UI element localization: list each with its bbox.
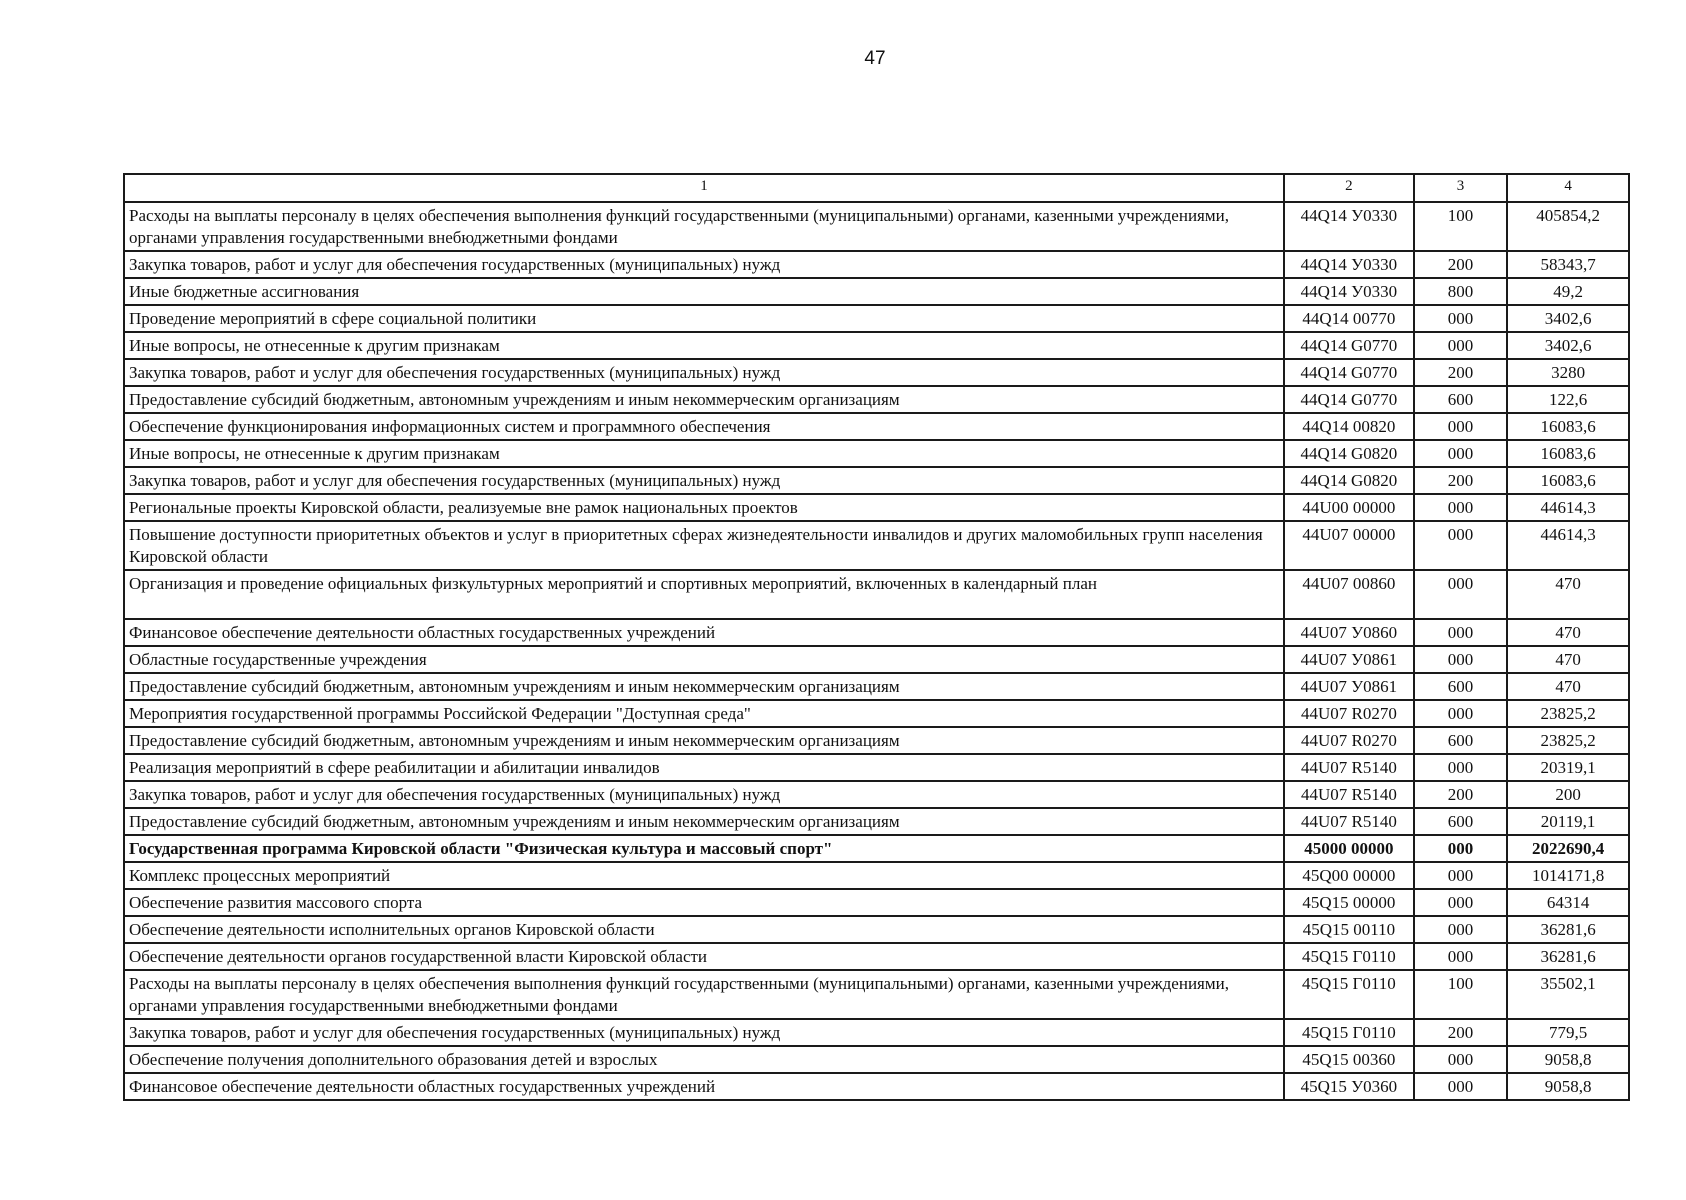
table-row [124,278,1629,305]
row-type-cell: 100 [1414,970,1507,1019]
row-code-cell: 44Q14 G0770 [1284,332,1414,359]
row-name-cell: Обеспечение функционирования информационных систем и программного обеспечения [124,413,1284,440]
row-amount-cell: 470 [1507,570,1629,619]
row-amount-cell: 9058,8 [1507,1073,1629,1100]
row-code-cell: 44U07 У0861 [1284,646,1414,673]
row-code-cell: 45Q15 00360 [1284,1046,1414,1073]
row-amount-cell: 36281,6 [1507,916,1629,943]
row-amount-cell: 1014171,8 [1507,862,1629,889]
row-amount-cell: 470 [1507,646,1629,673]
row-name-cell: Закупка товаров, работ и услуг для обеспечения государственных (муниципальных) нужд [124,251,1284,278]
row-name-cell: Обеспечение получения дополнительного образования детей и взрослых [124,1046,1284,1073]
table-row [124,467,1629,494]
row-code-cell: 44U07 R5140 [1284,808,1414,835]
row-name-cell: Финансовое обеспечение деятельности областных государственных учреждений [124,1073,1284,1100]
table-row [124,727,1629,754]
table-row [124,646,1629,673]
row-code-cell: 45Q15 Г0110 [1284,943,1414,970]
column-header-2: 2 [1284,174,1414,202]
row-type-cell: 600 [1414,673,1507,700]
row-amount-cell: 49,2 [1507,278,1629,305]
row-name-cell: Закупка товаров, работ и услуг для обеспечения государственных (муниципальных) нужд [124,781,1284,808]
row-type-cell: 000 [1414,835,1507,862]
table-row [124,386,1629,413]
row-type-cell: 000 [1414,440,1507,467]
row-code-cell: 44U07 У0861 [1284,673,1414,700]
row-code-cell: 45Q15 00110 [1284,916,1414,943]
table-row [124,1019,1629,1046]
row-amount-cell: 779,5 [1507,1019,1629,1046]
row-type-cell: 600 [1414,808,1507,835]
row-name-cell: Региональные проекты Кировской области, реализуемые вне рамок национальных проектов [124,494,1284,521]
row-amount-cell: 122,6 [1507,386,1629,413]
row-type-cell: 000 [1414,889,1507,916]
row-amount-cell: 16083,6 [1507,467,1629,494]
table-row [124,754,1629,781]
row-code-cell: 44Q14 G0770 [1284,359,1414,386]
row-code-cell: 44Q14 00820 [1284,413,1414,440]
row-name-cell: Предоставление субсидий бюджетным, автономным учреждениям и иным некоммерческим организациям [124,386,1284,413]
row-code-cell: 45000 00000 [1284,835,1414,862]
row-type-cell: 100 [1414,202,1507,251]
row-name-cell: Предоставление субсидий бюджетным, автономным учреждениям и иным некоммерческим организациям [124,673,1284,700]
table-row [124,413,1629,440]
row-code-cell: 44Q14 У0330 [1284,202,1414,251]
row-amount-cell: 35502,1 [1507,970,1629,1019]
row-type-cell: 600 [1414,727,1507,754]
row-name-cell: Финансовое обеспечение деятельности областных государственных учреждений [124,619,1284,646]
row-name-cell: Предоставление субсидий бюджетным, автономным учреждениям и иным некоммерческим организациям [124,808,1284,835]
row-code-cell: 44U00 00000 [1284,494,1414,521]
table-row [124,970,1629,1019]
table-row [124,781,1629,808]
row-amount-cell: 58343,7 [1507,251,1629,278]
row-amount-cell: 16083,6 [1507,413,1629,440]
row-amount-cell: 44614,3 [1507,494,1629,521]
row-code-cell: 44Q14 У0330 [1284,278,1414,305]
row-amount-cell: 470 [1507,673,1629,700]
row-code-cell: 44U07 00000 [1284,521,1414,570]
row-amount-cell: 64314 [1507,889,1629,916]
row-code-cell: 44U07 У0860 [1284,619,1414,646]
table-row [124,700,1629,727]
row-code-cell: 45Q15 У0360 [1284,1073,1414,1100]
table-row [124,332,1629,359]
table-row [124,835,1629,862]
row-amount-cell: 470 [1507,619,1629,646]
row-code-cell: 44Q14 G0770 [1284,386,1414,413]
row-amount-cell: 20319,1 [1507,754,1629,781]
table-row [124,521,1629,570]
row-code-cell: 45Q15 Г0110 [1284,1019,1414,1046]
row-code-cell: 45Q00 00000 [1284,862,1414,889]
row-type-cell: 000 [1414,646,1507,673]
row-type-cell: 200 [1414,781,1507,808]
table-row [124,251,1629,278]
row-type-cell: 000 [1414,413,1507,440]
row-name-cell: Иные вопросы, не отнесенные к другим признакам [124,332,1284,359]
table-header-row [124,174,1629,202]
row-type-cell: 000 [1414,862,1507,889]
row-amount-cell: 23825,2 [1507,727,1629,754]
row-type-cell: 000 [1414,943,1507,970]
row-name-cell: Расходы на выплаты персоналу в целях обеспечения выполнения функций государственными (муниципальными) органами, казенными учреждениями, органами управления государственными внебюджетными фондами [124,202,1284,251]
table-row [124,440,1629,467]
row-name-cell: Организация и проведение официальных физкультурных мероприятий и спортивных мероприятий, включенных в календарный план [124,570,1284,619]
row-type-cell: 200 [1414,1019,1507,1046]
table-row [124,943,1629,970]
row-name-cell: Мероприятия государственной программы Российской Федерации "Доступная среда" [124,700,1284,727]
row-name-cell: Иные бюджетные ассигнования [124,278,1284,305]
row-code-cell: 44U07 R5140 [1284,754,1414,781]
row-name-cell: Реализация мероприятий в сфере реабилитации и абилитации инвалидов [124,754,1284,781]
row-type-cell: 000 [1414,1073,1507,1100]
row-name-cell: Обеспечение деятельности исполнительных органов Кировской области [124,916,1284,943]
page-number: 47 [864,48,886,69]
row-type-cell: 000 [1414,521,1507,570]
column-header-3: 3 [1414,174,1507,202]
row-type-cell: 000 [1414,1046,1507,1073]
row-type-cell: 000 [1414,570,1507,619]
row-type-cell: 000 [1414,754,1507,781]
row-type-cell: 600 [1414,386,1507,413]
row-name-cell: Закупка товаров, работ и услуг для обеспечения государственных (муниципальных) нужд [124,359,1284,386]
row-type-cell: 200 [1414,251,1507,278]
row-code-cell: 44U07 R0270 [1284,700,1414,727]
row-amount-cell: 200 [1507,781,1629,808]
table-row [124,494,1629,521]
row-name-cell: Расходы на выплаты персоналу в целях обеспечения выполнения функций государственными (муниципальными) органами, казенными учреждениями, органами управления государственными внебюджетными фондами [124,970,1284,1019]
row-amount-cell: 3280 [1507,359,1629,386]
column-header-1: 1 [124,174,1284,202]
row-name-cell: Обеспечение деятельности органов государственной власти Кировской области [124,943,1284,970]
row-name-cell: Областные государственные учреждения [124,646,1284,673]
row-code-cell: 45Q15 00000 [1284,889,1414,916]
table-row [124,359,1629,386]
row-code-cell: 44U07 00860 [1284,570,1414,619]
table-row [124,1046,1629,1073]
table-row [124,305,1629,332]
row-name-cell: Иные вопросы, не отнесенные к другим признакам [124,440,1284,467]
table-row [124,202,1629,251]
row-code-cell: 45Q15 Г0110 [1284,970,1414,1019]
row-type-cell: 000 [1414,305,1507,332]
row-type-cell: 000 [1414,619,1507,646]
table-row [124,673,1629,700]
row-type-cell: 000 [1414,494,1507,521]
row-code-cell: 44U07 R0270 [1284,727,1414,754]
row-code-cell: 44Q14 G0820 [1284,440,1414,467]
row-name-cell: Комплекс процессных мероприятий [124,862,1284,889]
row-amount-cell: 16083,6 [1507,440,1629,467]
row-name-cell: Закупка товаров, работ и услуг для обеспечения государственных (муниципальных) нужд [124,467,1284,494]
row-type-cell: 800 [1414,278,1507,305]
row-amount-cell: 44614,3 [1507,521,1629,570]
row-name-cell: Предоставление субсидий бюджетным, автономным учреждениям и иным некоммерческим организациям [124,727,1284,754]
table-row [124,1073,1629,1100]
row-amount-cell: 405854,2 [1507,202,1629,251]
column-header-4: 4 [1507,174,1629,202]
table-row [124,916,1629,943]
row-code-cell: 44Q14 У0330 [1284,251,1414,278]
row-amount-cell: 36281,6 [1507,943,1629,970]
row-name-cell: Обеспечение развития массового спорта [124,889,1284,916]
table-row [124,889,1629,916]
table-row [124,808,1629,835]
row-name-cell: Проведение мероприятий в сфере социальной политики [124,305,1284,332]
row-code-cell: 44Q14 G0820 [1284,467,1414,494]
row-amount-cell: 23825,2 [1507,700,1629,727]
row-type-cell: 000 [1414,700,1507,727]
row-name-cell: Государственная программа Кировской области "Физическая культура и массовый спорт" [124,835,1284,862]
row-type-cell: 200 [1414,359,1507,386]
row-amount-cell: 20119,1 [1507,808,1629,835]
table-row [124,619,1629,646]
table-body [124,202,1629,1100]
table-row [124,570,1629,619]
row-name-cell: Закупка товаров, работ и услуг для обеспечения государственных (муниципальных) нужд [124,1019,1284,1046]
row-amount-cell: 3402,6 [1507,332,1629,359]
row-type-cell: 000 [1414,332,1507,359]
row-type-cell: 000 [1414,916,1507,943]
row-code-cell: 44Q14 00770 [1284,305,1414,332]
row-amount-cell: 2022690,4 [1507,835,1629,862]
row-name-cell: Повышение доступности приоритетных объектов и услуг в приоритетных сферах жизнедеятельности инвалидов и других маломобильных групп населения Кировской области [124,521,1284,570]
row-amount-cell: 3402,6 [1507,305,1629,332]
row-type-cell: 200 [1414,467,1507,494]
row-code-cell: 44U07 R5140 [1284,781,1414,808]
table-row [124,862,1629,889]
row-amount-cell: 9058,8 [1507,1046,1629,1073]
budget-table [123,173,1630,1101]
